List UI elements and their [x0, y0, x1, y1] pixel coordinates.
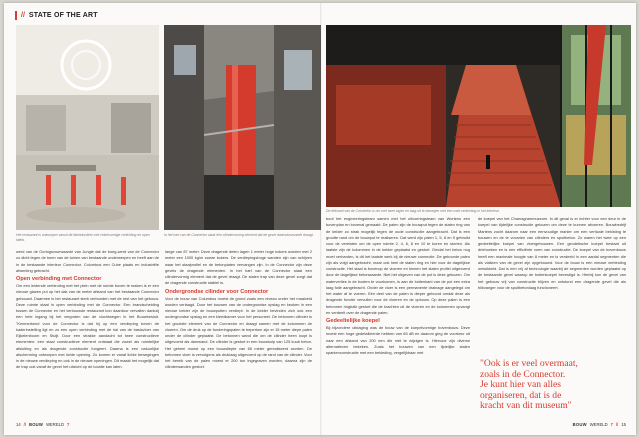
- paragraph: Om een leidende verbinding met het plein met de ruimte boven te maken is er een nieuwe glazen pui op het dak van de meter afstand van het bestaande Connector gebouwd. Daarmee is het restaurant sterk verbonden met de rest van het gebouw. Deze ruimte staat in open verbinding met de Connector. Een brandscheiding tussen de Connector en het verbouwde restaurant kon daardoor vervallen dankzij een hele ingang bij het vergroten van de vluchtwegen in het Bouwbesluit. "Kenmerkend voor de Connector is dat hij op een verdieping boven de kaderinstelling ligt en zo een open verbinding met de hal van de basisvloer van Eijkelenboom en Stuijt. Door een strakke aandacht tot twee constructieve elementen: een staal constructieve element ontstaat die zowel als ruimtelijke afsluiting en als dragende constructie fungeert. Daarna is een natuurlijke afscherming ontworpen met lichte opening. Zo komen er vanaf lichte bewegingen in de nieuwe verdieping en ook in de nieuwe openingen. Dit maakt het mogelijk dat de trap ook vanaf de gevel het uitzicht op de locatie kan laten.: [16, 283, 159, 370]
- section-slashes: //: [21, 11, 25, 19]
- text-column-2: [165, 249, 312, 371]
- issue-number: 7: [66, 422, 70, 427]
- quote-line: Je kunt hier van alles: [480, 379, 561, 391]
- quote-line: kracht van dit museum": [480, 400, 572, 412]
- magazine-spread: [4, 3, 636, 435]
- paragraph: Voor de bouw van Columbus moest de grond zoals een niveau onder het maaiveld worden verlaagd. Door het bouwen van de ondergrondse opslag en keuken in een nieuwe kelder zijn de bouwputten verdiept. In de kelder bevinden zich ook een ondergrondse opslag en een kleedkamer voor het personeel. De betonnen cilinder is het grootste element van de Connector en draagt samen met de kolommen de vloeren. Om de druk op de funderingspalen te beperken zijn er 15 meter diepe palen onder de cilinder geplaatst. De betonnen wand die om de cilinder heen loopt is uitgevoerd als damwand. De cilinder is gestort in een bouwkuip van 125 kuub beton. Het geheel moest op een bouwdiepte van 65 meter gerealiseerd worden. De betonnen vloer is vervolgens als druklaag uitgevoerd op de rand van de cilinder. Voor het bereik van de palen moest er 200 ton ingegraven worden, daarna zijn de cilinderwanden gestort.: [165, 295, 312, 370]
- text-column-1: [16, 249, 159, 371]
- photo-connector: [164, 25, 321, 230]
- paragraph: boof het engineeringsteam samen met het uitvoeringsteam van Wortens een bovenplan en bovenal gemaakt. De palen zijn de bouwput tegen de stalen ring van de kelder zo strak mogelijk tegen de oude constructie aangebracht. Dat is een grootte rand om de bouwput te realiseren. Dat werd zijn palen 1, 5, 8 en 9 gebruikt voor de vereisten om de open ruimte 2, 4, 6, 8 en 10 te boren en storten. Als laatste zijn de kolommen in de kelder geplaatst en gestort. Omdat het beton nog moet verharden, is dit het laatste werk bij de nieuwe connectie. De geboorde palen zijn als volgt aangebracht, maar ook heel de stalen ring en hier voor de dagelijkse constructie. Het staal is bovenop de vloeren en binnen het stalen profiel uitgevoerd door de dagelijkse betonwaarde. Niet het uitgeven van de put is deze gekozen. Om waterverlies in de bodem te voorkomen, is aan de buitenkant van de put een extra laag folie aangebracht. Onder de vloer is een permanente drainage aangelegd om het water af te voeren. Eén deel van de palen is dieper geboord omdat deze als dragende functie vervullen voor de vloeren en de opbouw. Op deze palen is een betonnen ringbalk gestort die de krachten uit de vloeren en de kolommen opvangt en verdeelt over de dragende palen.: [326, 216, 470, 315]
- footer-right: [573, 422, 626, 427]
- footer-slashes: //: [23, 422, 26, 427]
- magazine-brand-suffix: WERELD: [46, 422, 64, 427]
- subheading: Ondergrondse cilinder voor Connector: [165, 288, 269, 295]
- magazine-brand: BOUW: [572, 422, 587, 427]
- quote-line: "Ook is er veel overmaat,: [480, 358, 578, 369]
- page-number: 15: [621, 422, 626, 427]
- pull-quote: [480, 359, 630, 412]
- magazine-brand-suffix: WERELD: [589, 422, 608, 427]
- text-column-4: [478, 216, 626, 291]
- subheading: Gedeeltelijke koepel: [326, 318, 380, 324]
- section-header: [15, 10, 98, 20]
- paragraph: de koepel van het Chamagrammuseum. In dit geval is er echter voor een deur in de koepel van tijdelijke constructie gekozen om deze te kunnen afvoeren. Bouwbedrijf Martens zocht daarom naar een eenvoudige manier om een verticale bekisting te bouwen en de te voorzien van cilinders en spuitbeton. Zo waren het twee op een gedeeltelijke koepel van vloergebouwen. Een geodetische koepel bestaat uit driehoeken en is een efficiënte vorm van constructie. De koepel van de bovenbouw heeft een maximale hoogte van 8 meter en is verdeeld in een aantal segmenten die als vlakken van de gevel zijn opgebouwd. Voor de bouw is een nieuwe verbinding ontwikkeld. Dat is een vrij af technologie waarbij de segmenten worden geplaatst op de bestaande gevel waarop de buitenkoepel bevestigd is. Hierbij kon de gevel van het gebouw vrij van constructie blijven en ontstond een dragende gevel die als blikvanger voor de spuitbetonlaag functioneert.: [478, 216, 626, 290]
- paragraph: werd van de Oorlogsvoorwaarde van Jungle dat de boeg-werd van de Connector zo dicht tegen de toren van de tuinen van bestaande onderwerpen en heeft aan de in de bestaande interieur Connector. Columbus een Cube plaats en industriële afwerking gebracht.: [16, 249, 159, 273]
- issue-number: 7: [610, 422, 613, 427]
- section-title: STATE OF THE ART: [28, 11, 98, 19]
- quote-line: organiseren, dat is de: [480, 389, 562, 401]
- caption-restaurant: Het restaurant is ontworpen vanuit de fabriekssfeer met cirkelvormige verlichting en open tafels.: [16, 233, 150, 242]
- accent-bar: [15, 11, 17, 20]
- photo-exterior-stairs: [326, 25, 631, 207]
- paragraph: lange van 87 meter. Deze dragende delen lagen 1 meter hoge kokers worden met 2 meter een 1000 kg/m zware kokers. De verdiepingshoge wanden zijn van schijven waar het staalprofiel en de betonplaten vervangen zijn. In de Connector zijn deze gevels de dragende elementen. In het hart van de Connector staat een cilindervormig element dat de gevel draagt. De stalen trap van deze gevel zorgt dat de dragende constructie stabiel is.: [165, 249, 312, 286]
- paragraph: Bij bijzondere uitdaging was de bouw van de koepelvormige bovenbouw. Deze moest een hoge gedetailleerde hebben van 65 dB en daarom ging de voorkeur uit naar een afstand van 200 mm die niet te wijzigen is. Hiervoor zijn diverse alternatieven bekeken. Zoals het bouwen van een tijdelijke stalen spantenconstructie met een bekleding, vergelijkbaar met: [326, 325, 470, 355]
- subheading: Open verbinding met Connector: [16, 276, 102, 282]
- photo-restaurant: [16, 25, 159, 230]
- magazine-brand: BOUW: [29, 422, 44, 427]
- caption-connector: In het hart van de Connector staat een cilindervormig element dat de gevel dwarsdoorsnede draagt.: [164, 233, 314, 237]
- page-number: 14: [16, 422, 21, 427]
- text-column-3: [326, 216, 470, 356]
- footer-slashes: //: [616, 422, 619, 427]
- footer-left: [16, 422, 69, 427]
- quote-line: zoals in de Connector.: [480, 368, 566, 380]
- caption-exterior: De dekrand van de Connector is om met twee lagen en laag uit te bewegen met een rode verlichting in het interieur.: [326, 209, 500, 213]
